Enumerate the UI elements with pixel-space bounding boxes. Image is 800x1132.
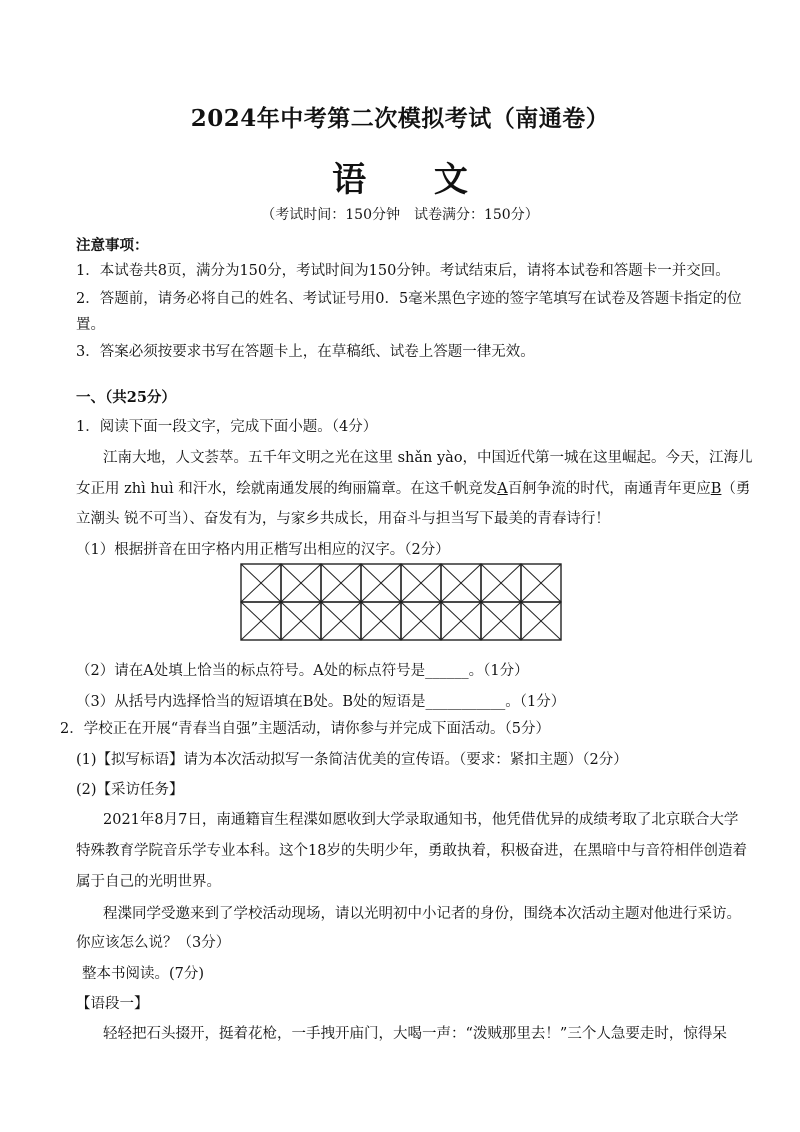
grid-cell[interactable]	[361, 602, 401, 640]
grid-cell[interactable]	[481, 602, 521, 640]
grid-cell[interactable]	[521, 564, 561, 602]
grid-cell[interactable]	[481, 564, 521, 602]
tianzige-grid[interactable]	[240, 563, 562, 643]
grid-cell[interactable]	[281, 602, 321, 640]
grid-cell[interactable]	[521, 602, 561, 640]
question-3-stem: 整本书阅读。(7分)	[82, 966, 205, 982]
grid-cell[interactable]	[361, 564, 401, 602]
sub-question-3: （3）从括号内选择恰当的短语填在B处。B处的短语是___________。（1分）	[76, 694, 566, 710]
passage-line-1: 江南大地，人文荟萃。五千年文明之光在这里 shǎn yào，中国近代第一城在这里崛起。今天，江海儿	[103, 450, 753, 466]
notice-item-1: 1．本试卷共8页，满分为150分，考试时间为150分钟。考试结束后，请将本试卷和答题卡一并交回。	[76, 263, 730, 279]
excerpt-label: 【语段一】	[76, 996, 149, 1012]
grid-cell[interactable]	[321, 602, 361, 640]
grid-cell[interactable]	[241, 602, 281, 640]
passage-line-2-mid: 百舸争流的时代，南通青年更应	[507, 481, 711, 497]
grid-cell[interactable]	[321, 564, 361, 602]
subject-title: 语 文	[332, 160, 496, 200]
interview-para-1-line-1: 2021年8月7日，南通籍盲生程渫如愿收到大学录取通知书，他凭借优异的成绩考取了北京联合大学	[103, 812, 739, 828]
grid-cell[interactable]	[241, 564, 281, 602]
interview-para-1-line-3: 属于自己的光明世界。	[76, 874, 221, 890]
exam-info: （考试时间：150分钟 试卷满分：150分）	[261, 207, 539, 223]
grid-cells	[241, 564, 561, 640]
page-title: 2024年中考第二次模拟考试（南通卷）	[190, 105, 610, 132]
notice-heading: 注意事项：	[76, 237, 149, 254]
grid-cell[interactable]	[281, 564, 321, 602]
passage-line-3: 立潮头 锐不可当）、奋发有为，与家乡共成长，用奋斗与担当写下最美的青春诗行！	[76, 511, 610, 527]
grid-cell[interactable]	[441, 564, 481, 602]
question-2-stem: 2．学校正在开展“青春当自强”主题活动，请你参与并完成下面活动。（5分）	[60, 721, 551, 737]
question-2-part-2: (2)【采访任务】	[76, 782, 184, 798]
sub-question-2: （2）请在A处填上恰当的标点符号。A处的标点符号是______。（1分）	[76, 663, 529, 679]
grid-cell[interactable]	[441, 602, 481, 640]
sub-question-1: （1）根据拼音在田字格内用正楷写出相应的汉字。（2分）	[76, 542, 450, 558]
section-heading: 一、（共25分）	[76, 389, 176, 406]
passage-line-2-pre: 女正用 zhì huì 和汗水，绘就南通发展的绚丽篇章。在这千帆竞发	[76, 481, 498, 497]
grid-cell[interactable]	[401, 564, 441, 602]
passage-line-2-post: （勇	[721, 481, 751, 497]
question-2-part-1: (1)【拟写标语】请为本次活动拟写一条简洁优美的宣传语。（要求：紧扣主题）（2分）	[76, 752, 628, 768]
notice-item-3: 3．答案必须按要求书写在答题卡上，在草稿纸、试卷上答题一律无效。	[76, 344, 535, 360]
marker-b: B	[710, 481, 722, 497]
interview-para-1-line-2: 特殊教育学院音乐学专业本科。这个18岁的失明少年，勇敢执着，积极奋进，在黑暗中与音符相伴创造着	[76, 843, 747, 859]
notice-item-2-cont: 置。	[76, 317, 105, 333]
marker-a: A	[497, 481, 508, 497]
notice-item-2: 2．答题前，请务必将自己的姓名、考试证号用0．5毫米黑色字迹的签字笔填写在试卷及答题卡指定的位	[76, 291, 742, 307]
excerpt-line-1: 轻轻把石头掇开，挺着花枪，一手拽开庙门，大喝一声：“泼贼那里去！”三个人急要走时，惊得呆	[103, 1026, 727, 1042]
question-1-stem: 1．阅读下面一段文字，完成下面小题。（4分）	[76, 419, 378, 435]
grid-cell[interactable]	[401, 602, 441, 640]
passage-line-2	[76, 477, 750, 498]
interview-para-2-line-2: 你应该怎么说？（3分）	[76, 935, 231, 951]
interview-para-2-line-1: 程渫同学受邀来到了学校活动现场，请以光明初中小记者的身份，围绕本次活动主题对他进行采访。	[103, 906, 741, 922]
